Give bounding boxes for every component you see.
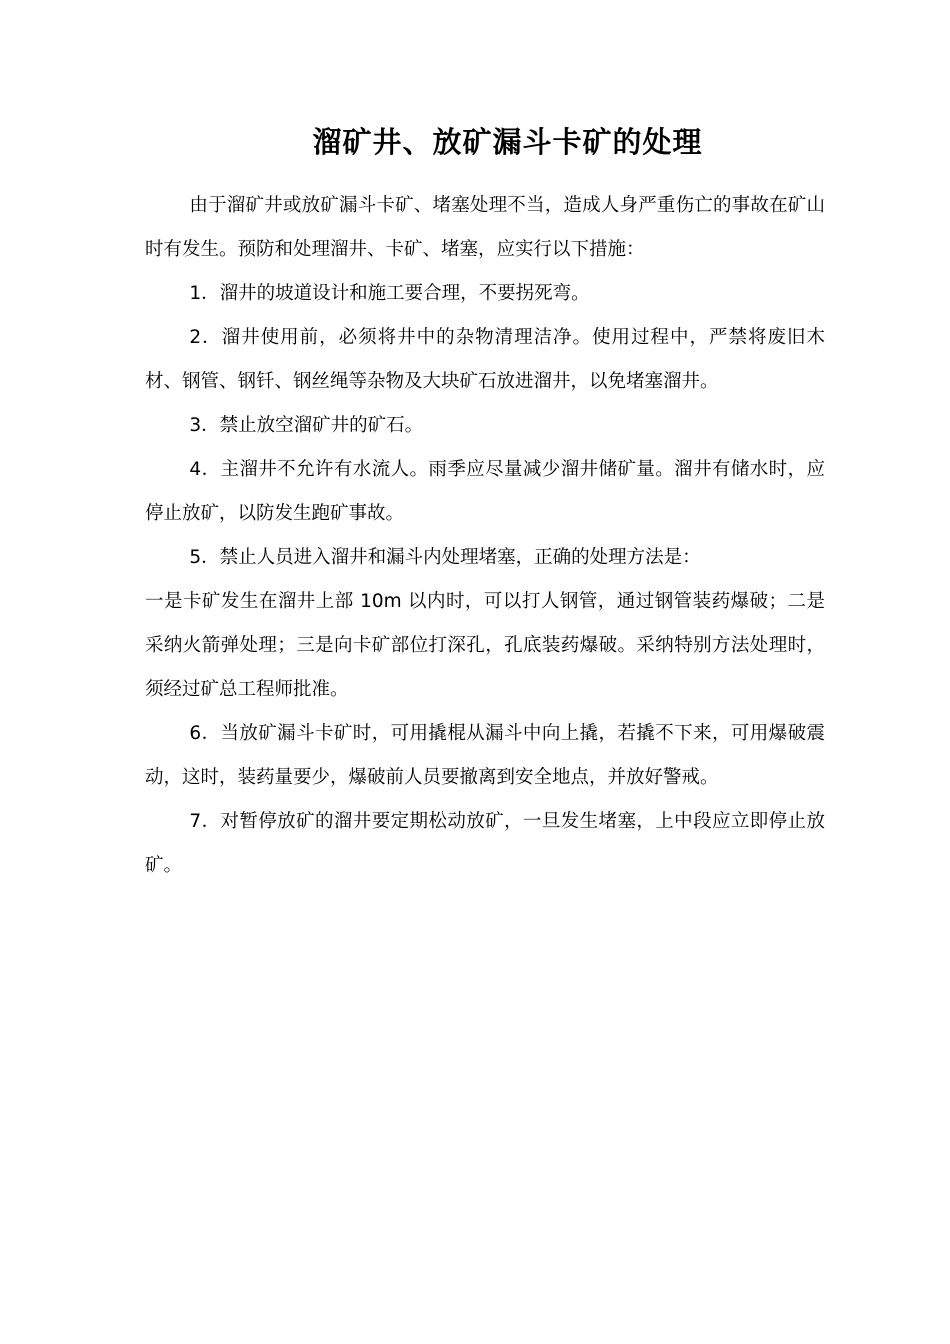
page-title: 溜矿井、放矿漏斗卡矿的处理 [312,125,703,159]
paragraph-item-5: 5．禁止人员进入溜井和漏斗内处理堵塞，正确的处理方法是： [189,547,701,568]
paragraph-item-5-detail: 一是卡矿发生在溜井上部 10m 以内时，可以打人钢管，通过钢管装药爆破；二是采纳火箭弹处理；三是向卡矿部位打深孔，孔底装药爆破。采纳特别方法处理时，须经过矿总工程师批准。 [145,591,825,700]
paragraph-item-1: 1．溜井的坡道设计和施工要合理，不要拐死弯。 [189,283,590,304]
paragraph-item-2: 2．溜井使用前，必须将井中的杂物清理洁净。使用过程中，严禁将废旧木材、钢管、钢钎、钢丝绳等杂物及大块矿石放进溜井，以免堵塞溜井。 [145,327,825,392]
paragraph-item-4: 4．主溜井不允许有水流人。雨季应尽量减少溜井储矿量。溜井有储水时，应停止放矿，以防发生跑矿事故。 [145,459,825,524]
document-body [145,184,825,888]
paragraph-intro: 由于溜矿井或放矿漏斗卡矿、堵塞处理不当，造成人身严重伤亡的事故在矿山时有发生。预防和处理溜井、卡矿、堵塞，应实行以下措施： [145,195,825,260]
paragraph-item-7: 7．对暂停放矿的溜井要定期松动放矿，一旦发生堵塞，上中段应立即停止放矿。 [145,811,825,876]
paragraph-item-3: 3．禁止放空溜矿井的矿石。 [189,415,424,436]
paragraph-item-6: 6．当放矿漏斗卡矿时，可用撬棍从漏斗中向上撬，若撬不下来，可用爆破震动，这时，装药量要少，爆破前人员要撤离到安全地点，并放好警戒。 [145,723,825,788]
